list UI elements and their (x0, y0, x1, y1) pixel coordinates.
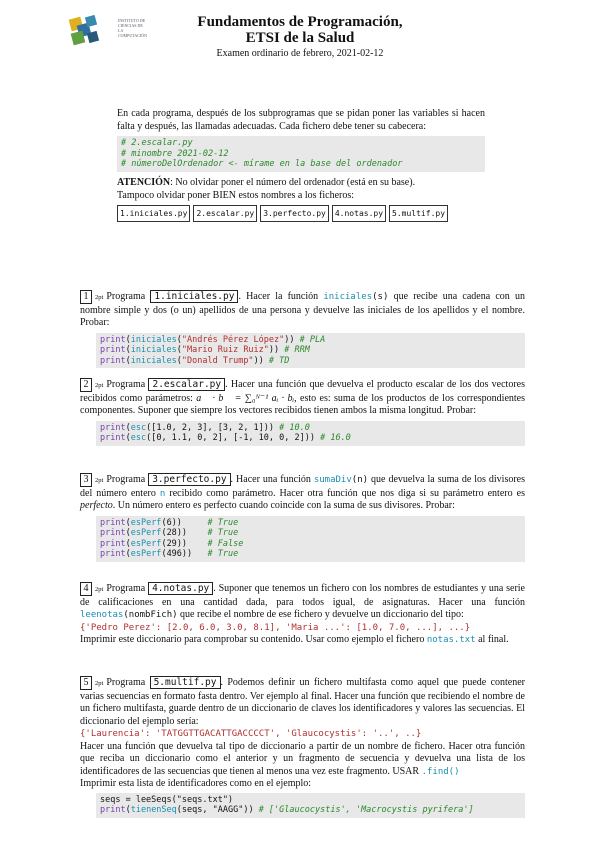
exam-subtitle: Examen ordinario de febrero, 2021-02-12 (216, 48, 384, 59)
exercise-points: 2pt (95, 294, 104, 301)
exercise-text: . Un número entero es perfecto cuando coincide con la suma de sus divisores. Probar: (112, 500, 455, 511)
emphasis-text: perfecto (80, 500, 113, 511)
attention-text2: Tampoco olvidar poner BIEN estos nombres a los ficheros: (117, 189, 355, 201)
find-method: .find() (421, 766, 460, 777)
exercise-text: que recibe el nombre de ese fichero y devuelve un diccionario del tipo: (177, 609, 464, 620)
intro-paragraph: En cada programa, después de los subprogramas que se pidan poner las variables si hacen falta y después, las llamadas adecuadas. Cada fichero debe tener su cabecera: (117, 108, 485, 132)
exercise-text: Hacer una función que devuelva tal tipo de diccionario a partir de un nombre de fichero. Hacer otra función que reciba un diccionario como el anterior y un fragmento de secuencia y devuelva una lista de los identificadores de las secuencias que tienen al menos una vez este fragmento. USAR (80, 740, 525, 777)
function-name: leenotas (80, 610, 124, 620)
code-line: print(iniciales("Mario Ruiz Ruiz")) # RRM (100, 345, 310, 355)
code-line: print(tienenSeq(seqs, "AAGG")) # ['Glaucocystis', 'Macrocystis pyrifera'] (100, 805, 474, 815)
function-args: (s) (372, 292, 389, 302)
code-line: print(esPerf(29)) # False (100, 538, 244, 549)
program-word: Programa (106, 677, 146, 688)
exercise-text: . Podemos definir un fichero multifasta como aquel que puede contener varias secuencias en formato fasta dentro. Ver ejemplo al final. Hacer una función que recibiendo el nombre de un fichero multifasta, guarde dentro de un diccionario de claves los identificadores y valores las secuencias. El diccionario del ejemplo sería: (80, 677, 525, 727)
exercise-2 (80, 378, 525, 446)
header-code-block (117, 136, 485, 172)
exercise-text: , esto es: suma de los productos de los correspondientes componentes. Suponer que siempre los vectores recibidos tienen ambos la misma longitud. Probar: (80, 392, 525, 416)
file-name-box: 3.perfecto.py (260, 205, 329, 222)
exercise-number: 4 (80, 582, 92, 596)
function-args: (n) (351, 475, 369, 485)
program-word: Programa (106, 379, 146, 390)
program-file: 5.multif.py (150, 676, 221, 689)
program-file: 1.iniciales.py (150, 290, 238, 303)
exercise-number: 2 (80, 378, 92, 392)
institution-logo (68, 14, 114, 48)
exercise-1 (80, 290, 525, 368)
attention-note (117, 176, 485, 202)
file-name-box: 5.multif.py (389, 205, 448, 222)
exercise-text: . Hacer una función que devuelva el producto escalar de los dos vectores recibidos como parámetros: (80, 379, 526, 404)
exercise-number: 1 (80, 290, 92, 304)
logo-text: INSTITUTO DE CIENCIAS DE LA COMPUTACIÓN (118, 18, 148, 38)
exercise-points: 2pt (95, 586, 104, 593)
code-line: seqs = leeSeqs("seqs.txt") (100, 794, 234, 805)
code-line: # númeroDelOrdenador <- mírame en la base del ordenador (121, 159, 403, 169)
function-name: iniciales (323, 292, 373, 302)
code-line: print(esPerf(28)) # True (100, 528, 239, 538)
code-line: # minombre 2021-02-12 (121, 148, 229, 159)
code-line: print(esc([0, 1.1, 0, 2], [-1, 10, 0, 2])) # 16.0 (100, 433, 351, 443)
test-code-block (96, 793, 525, 818)
function-name: sumaDiv (313, 475, 352, 485)
exercise-text: que recibe una cadena con un nombre simple y dos (o un) apellidos de una persona y devuelve las iniciales de los apellidos y el nombre. Probar: (80, 291, 525, 328)
exercise-text: Imprimir esta lista de identificadores como en el ejemplo: (80, 778, 312, 789)
dict-example: {'Pedro Perez': [2.0, 6.0, 3.0, 8.1], 'Maria ...': [1.0, 7.0, ...], ...} (80, 622, 471, 633)
program-file: 3.perfecto.py (148, 473, 230, 486)
exercise-number: 5 (80, 676, 92, 690)
code-line: print(esPerf(6)) # True (100, 517, 239, 528)
exercise-points: 2pt (95, 680, 104, 687)
exercise-4 (80, 582, 525, 647)
dict-example: {'Laurencia': 'TATGGTTGACATTGACCCCT', 'Glaucocystis': '..', ..} (80, 729, 422, 739)
test-code-block (96, 333, 525, 369)
exercise-points: 2pt (95, 382, 104, 389)
exercise-text: Imprimir este diccionario para comprobar su contenido. Usar como ejemplo el fichero (80, 634, 427, 645)
title-line2: ETSI de la Salud (245, 30, 355, 46)
document-header (140, 14, 460, 60)
code-line: print(iniciales("Andrés Pérez López")) # PLA (100, 334, 326, 345)
variable-name: n (159, 488, 166, 499)
test-code-block (96, 516, 525, 562)
exercise-text: que devuelva la suma de los divisores del número entero (80, 474, 526, 499)
dot-product-formula: a⃗ · b⃗ = ∑₀ᴺ⁻¹ aᵢ · bᵢ (196, 392, 295, 404)
title-line1: Fundamentos de Programación, (197, 14, 403, 30)
file-names-list (117, 205, 485, 222)
exercise-text: . Hacer la función (238, 291, 324, 302)
attention-text: : No olvidar poner el número del ordenador (está en su base). (170, 176, 416, 188)
program-word: Programa (106, 583, 146, 594)
code-line: # 2.escalar.py (121, 138, 193, 148)
code-line: print(esPerf(496)) # True (100, 549, 239, 559)
exercise-points: 2pt (95, 477, 104, 484)
exercise-number: 3 (80, 473, 92, 487)
file-name-box: 4.notas.py (332, 205, 386, 222)
exercise-text: . Suponer que tenemos un fichero con los nombres de estudiantes y una serie de calificaciones en una cantidad dada, para todos igual, de asignaturas. Hacer una función (80, 583, 525, 608)
file-name-box: 2.escalar.py (193, 205, 257, 222)
file-name-box: 1.iniciales.py (117, 205, 190, 222)
program-file: 2.escalar.py (148, 378, 225, 391)
test-code-block (96, 421, 525, 446)
intro-section (117, 107, 485, 222)
program-word: Programa (106, 291, 146, 302)
function-args: (nombFich) (123, 610, 178, 620)
exercise-text: . Hacer una función (230, 474, 314, 485)
exercise-5 (80, 676, 525, 818)
exercise-text: recibido como parámetro. Hacer otra función que nos diga si su parámetro entero es (165, 487, 525, 499)
program-word: Programa (106, 474, 146, 485)
code-line: print(iniciales("Donald Trump")) # TD (100, 355, 290, 366)
program-file: 4.notas.py (148, 582, 213, 595)
code-line: print(esc([1.0, 2, 3], [3, 2, 1])) # 10.0 (100, 422, 310, 433)
file-reference: notas.txt (426, 635, 476, 645)
exercise-3 (80, 473, 525, 562)
attention-label: ATENCIÓN (117, 176, 171, 188)
exercise-text: al final. (475, 634, 509, 645)
